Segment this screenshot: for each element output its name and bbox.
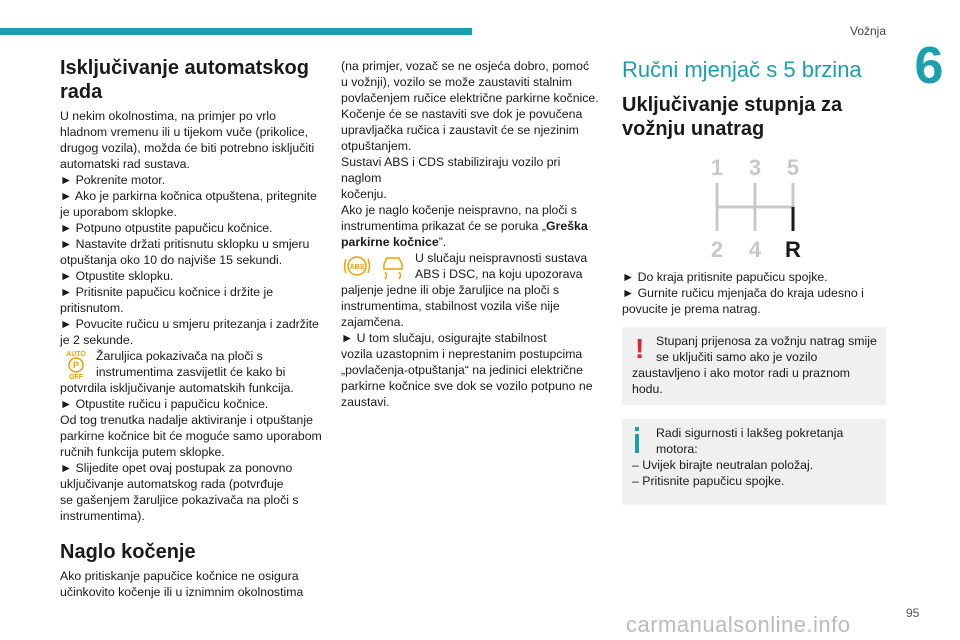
text-line: ABS i DSC, na koju upozorava [415, 267, 583, 281]
text-line: U slučaju neispravnosti sustava [415, 251, 588, 265]
col1-body [60, 108, 322, 348]
text-line: zajamčena. [341, 315, 404, 329]
icon-arc-left [345, 259, 347, 273]
text-line: Od tog trenutka nadalje aktiviranje i otpuštanje [60, 413, 313, 427]
text-line: instrumentima zasvijetlit će kako bi [96, 365, 286, 379]
text-line: ► Gurnite ručicu mjenjača do kraja udesno i [622, 286, 864, 300]
message-bold: parkirne kočnice [341, 235, 439, 249]
text-line: ručnih funkcija putem sklopke. [60, 445, 225, 459]
section-label: Vožnja [849, 24, 887, 38]
icon-car-body [384, 258, 402, 269]
text-line: Ako je naglo kočenje neispravno, na ploči s [341, 203, 577, 217]
gear-label-r: R [785, 237, 801, 262]
text-line: ► U tom slučaju, osigurajte stabilnost [341, 331, 547, 345]
gear-label-5: 5 [786, 155, 800, 180]
icon-text-off: OFF [69, 374, 83, 380]
text-line: hladnom vremenu ili u tijekom vuče (prikolice, [60, 125, 309, 139]
text-line: ► Slijedite opet ovaj postupak za ponovno [60, 461, 293, 475]
text-line: zaustavljeno i ako motor radi u praznom [632, 366, 851, 380]
warning-box [622, 327, 886, 405]
text-line: ► Do kraja pritisnite papučicu spojke. [622, 270, 828, 284]
text-line: motora: [656, 442, 698, 456]
text-line: parkirne kočnice bit će moguće samo uporabom [60, 429, 322, 443]
icon-text-abs: ABS [349, 264, 365, 271]
text-line: parkirne kočnice sve dok se vozilo potpuno ne [341, 379, 593, 393]
text-line: instrumentima, stabilnost vozila više nije [341, 299, 560, 313]
text-line: kočenju. [341, 187, 387, 201]
text-line: Žaruljica pokazivača na ploči s [96, 349, 263, 363]
gear-label-1: 1 [710, 155, 724, 180]
text-line: uključivanje automatskog rada (potvrđuje [60, 477, 284, 491]
text-line: – Uvijek birajte neutralan položaj. [632, 458, 814, 472]
text-line: vozila uzastopnim i neprestanim postupcima [341, 347, 583, 361]
text-line: Kočenje će se nastaviti sve dok je povučena [341, 107, 583, 121]
parking-brake-auto-off-icon [60, 348, 92, 380]
gear-label-2: 2 [710, 237, 724, 262]
text-line: ► Ako je parkirna kočnica otpuštena, pritegnite [60, 189, 317, 203]
icon-skid-left [385, 272, 387, 279]
text-line [341, 218, 603, 234]
text-line: Stupanj prijenosa za vožnju natrag smije [656, 334, 877, 348]
info-stem [635, 434, 639, 453]
column-1 [60, 0, 322, 600]
text-line: ► Potpuno otpustite papučicu kočnice. [60, 221, 273, 235]
text-line: instrumentima). [60, 509, 145, 523]
icon-skid-right [399, 272, 401, 279]
text-line: Radi sigurnosti i lakšeg pokretanja [656, 426, 844, 440]
info-icon [635, 427, 639, 453]
text-line: otpuštanjem. [341, 139, 412, 153]
watermark: carmanualsonline.info [626, 612, 851, 637]
icon-text-auto: AUTO [66, 351, 86, 358]
heading-auto-off: Isključivanje automatskog rada [60, 57, 309, 103]
column-3 [622, 0, 886, 505]
text-line: drugog vozila), možda će biti potrebno isključiti [60, 141, 315, 155]
text-line: ► Povucite ručicu u smjeru pritezanja i zadržite [60, 317, 319, 331]
text-line: potvrdila isključivanje automatskih funkcija. [60, 381, 294, 395]
column-2 [341, 0, 603, 410]
text-line: paljenje jedne ili obje žaruljice na ploči s [341, 283, 560, 297]
text-line: – Pritisnite papučicu spojke. [632, 474, 785, 488]
text-line: je 2 sekunde. [60, 333, 134, 347]
text-line: (na primjer, vozač se ne osjeća dobro, pomoć [341, 59, 590, 73]
gear-shift-pattern-diagram [686, 153, 806, 263]
text-line: hodu. [632, 382, 663, 396]
text-line: u vožnji), vozilo se može zaustaviti stalnim [341, 75, 572, 89]
text-line: ► Pritisnite papučicu kočnice i držite je [60, 285, 274, 299]
text-line: je uporabom sklopke. [60, 205, 177, 219]
text-line: učinkovito kočenje ili u iznimnim okolnostima [60, 585, 304, 599]
info-dot [635, 427, 639, 431]
icon-arc-right [368, 259, 370, 273]
text-line: ► Otpustite ručicu i papučicu kočnice. [60, 397, 269, 411]
text-line: automatski rad sustava. [60, 157, 190, 171]
text-line: otpuštanja oko 10 do najviše 15 sekundi. [60, 253, 283, 267]
text-line: U nekim okolnostima, na primjer po vrlo [60, 109, 276, 123]
text-line: se gašenjem žaruljice pokazivača na ploči s [60, 493, 299, 507]
icon-letter-p: P [72, 360, 80, 370]
text-segment: ”. [438, 235, 447, 249]
abs-warning-icon [341, 250, 373, 282]
message-bold: Greška [546, 219, 588, 233]
text-segment: instrumentima prikazat će se poruka „ [341, 219, 547, 233]
text-line: se uključiti samo ako je vozilo [656, 350, 818, 364]
text-line: pritisnutom. [60, 301, 124, 315]
text-line: povucite je prema natrag. [622, 302, 761, 316]
text-line: Sustavi ABS i CDS stabiliziraju vozilo pri naglom [341, 155, 561, 185]
text-line: Ako pritiskanje papučice kočnice ne osigura [60, 569, 299, 583]
text-line [341, 234, 603, 250]
chapter-number: 6 [914, 37, 944, 95]
text-line: ► Nastavite držati pritisnutu sklopku u smjeru [60, 237, 310, 251]
text-line: upravljačka ručica i zaustavit će se njezinim [341, 123, 579, 137]
warning-icon: ! [635, 333, 645, 364]
col1-body-2 [60, 380, 322, 524]
heading-manual-gearbox: Ručni mjenjač s 5 brzina [622, 57, 862, 82]
page-number: 95 [906, 606, 920, 620]
info-box [622, 419, 886, 505]
auto-off-indicator-row [60, 348, 322, 380]
text-line: ► Pokrenite motor. [60, 173, 166, 187]
stability-control-icon [377, 250, 409, 282]
abs-dsc-indicator-row [341, 250, 603, 282]
heading-reverse-gear: Uključivanje stupnja za vožnju unatrag [622, 94, 843, 140]
heading-emergency-braking: Naglo kočenje [60, 541, 196, 563]
text-line: povlačenjem ručice električne parkirne kočnice. [341, 91, 599, 105]
text-line: „povlačenja-otpuštanja“ na jedinici električne [341, 363, 583, 377]
gear-label-4: 4 [748, 237, 762, 262]
gear-label-3: 3 [748, 155, 762, 180]
text-line: zaustavi. [341, 395, 390, 409]
text-line: ► Otpustite sklopku. [60, 269, 174, 283]
